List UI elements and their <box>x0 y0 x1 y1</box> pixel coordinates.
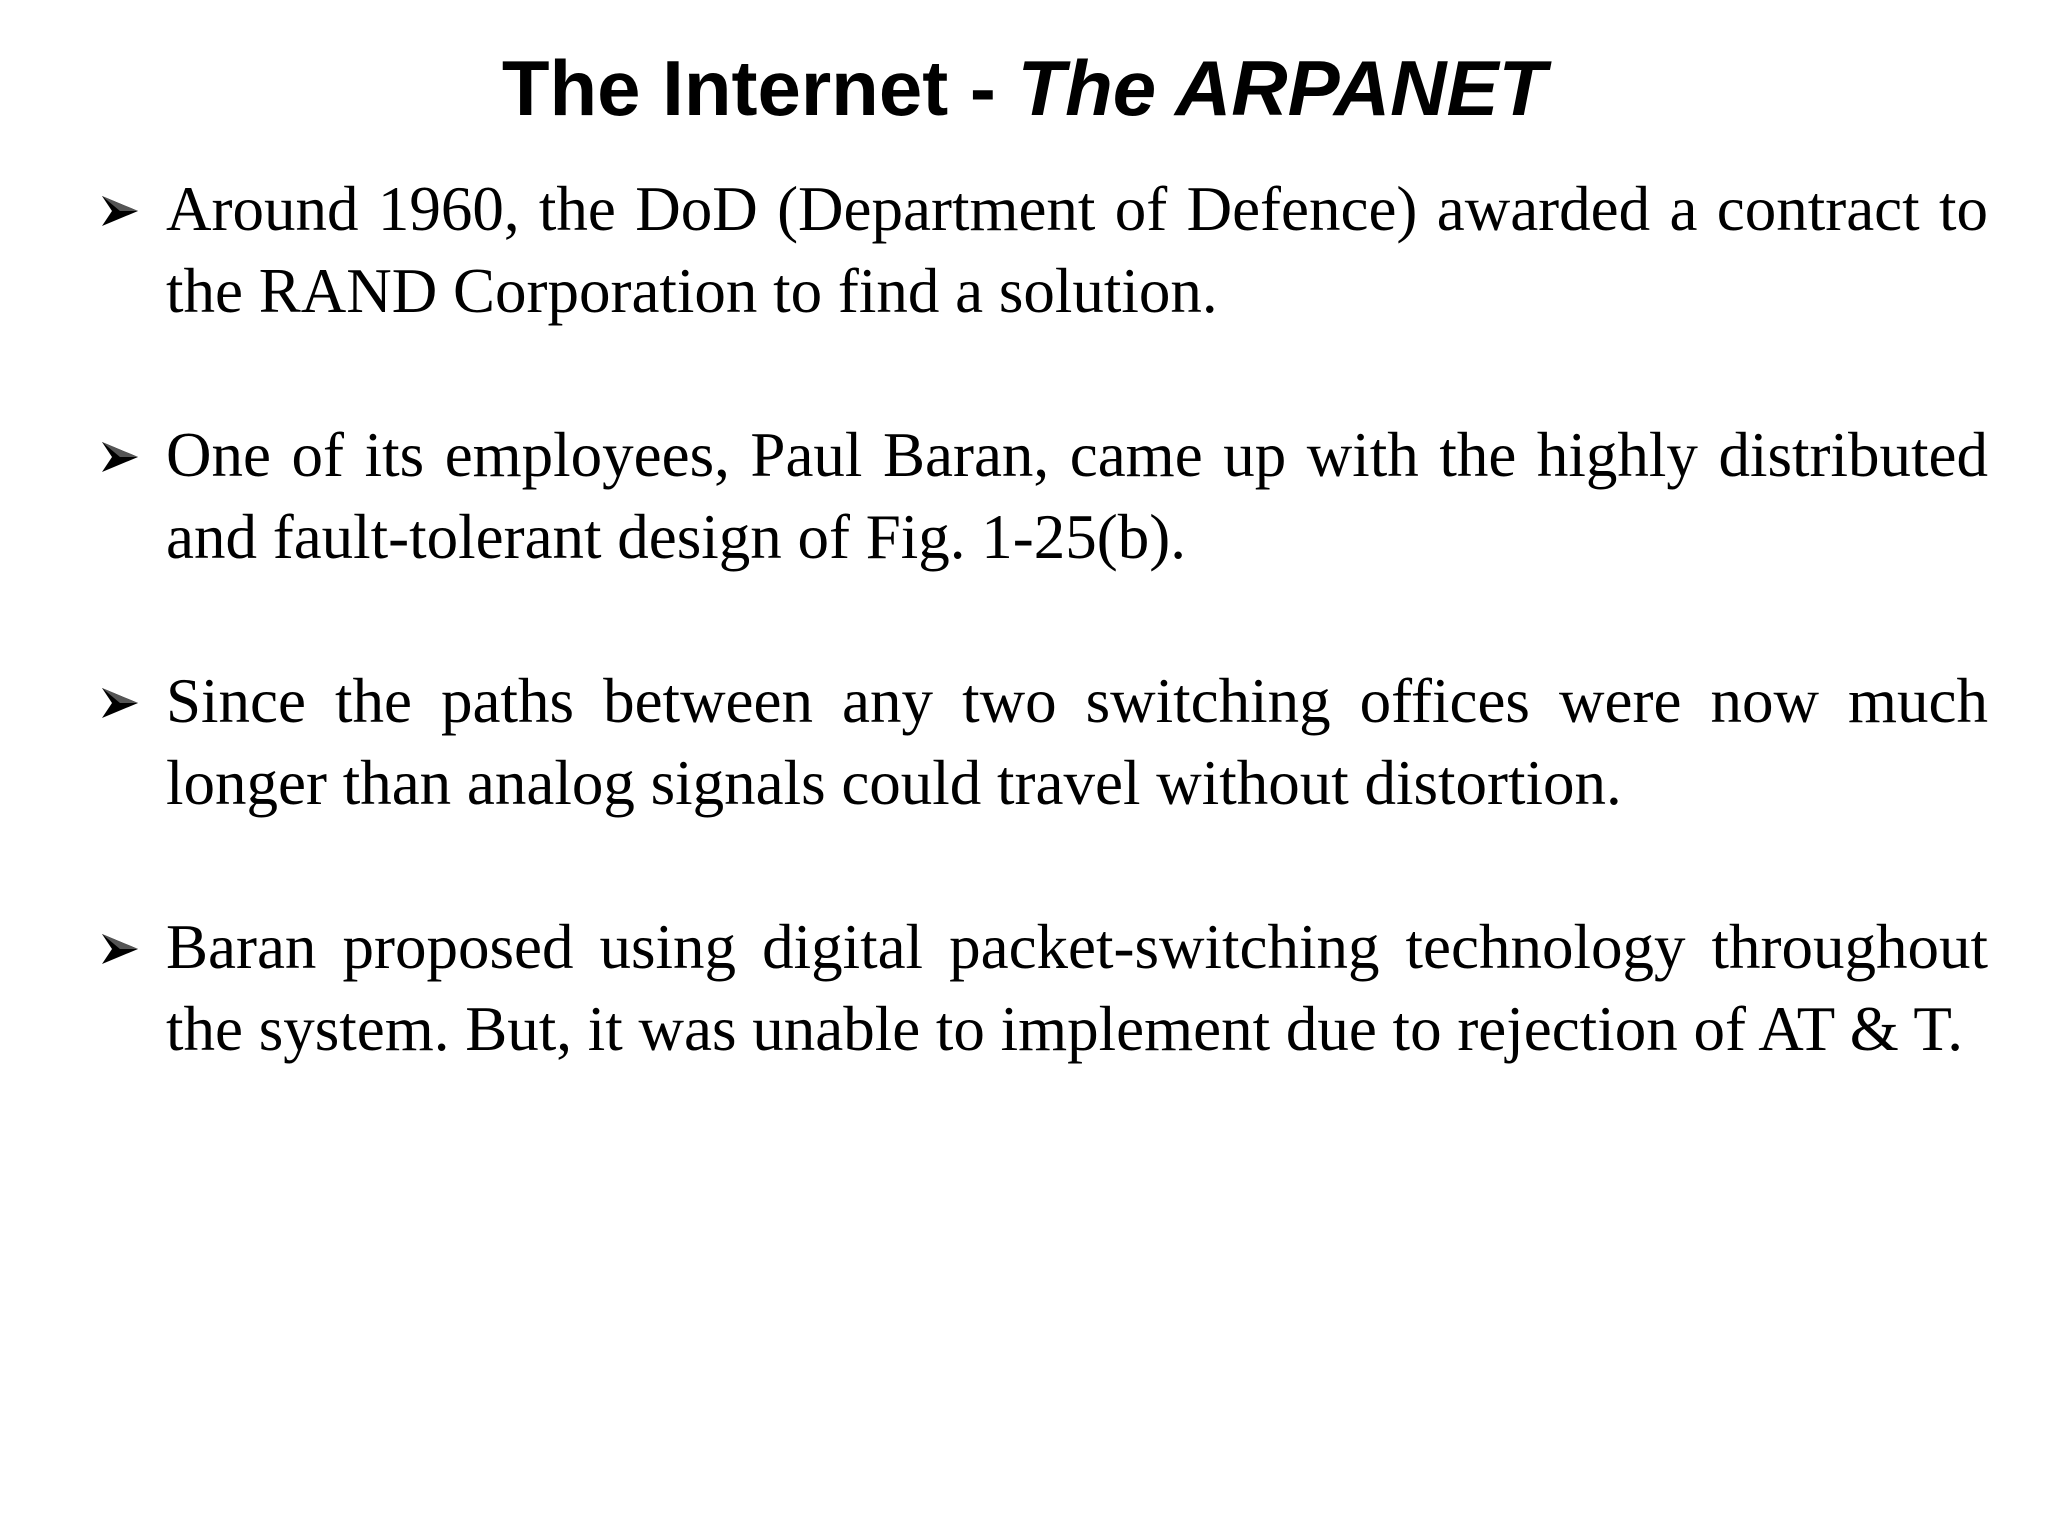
bullet-text: Since the paths between any two switching offices were now much longer than analog signals could travel without distortion. <box>166 666 1988 818</box>
bullet-item <box>100 414 1988 578</box>
arrowhead-bullet-icon <box>100 932 140 966</box>
bullet-text: Around 1960, the DoD (Department of Defence) awarded a contract to the RAND Corporation to find a solution. <box>166 174 1988 326</box>
bullet-item <box>100 168 1988 332</box>
bullet-item <box>100 906 1988 1070</box>
arrowhead-bullet-icon <box>100 194 140 228</box>
bullet-text: Baran proposed using digital packet-switching technology throughout the system. But, it was unable to implement due to rejection of AT & T. <box>166 912 1988 1064</box>
slide-title-italic: The ARPANET <box>1017 44 1547 132</box>
arrowhead-bullet-icon <box>100 440 140 474</box>
bullet-text: One of its employees, Paul Baran, came up with the highly distributed and fault-tolerant design of Fig. 1-25(b). <box>166 420 1988 572</box>
slide-title-main: The Internet - <box>501 44 1018 132</box>
slide-title <box>0 38 2048 138</box>
bullet-item <box>100 660 1988 824</box>
arrowhead-bullet-icon <box>100 686 140 720</box>
bullet-list <box>100 168 1988 1152</box>
